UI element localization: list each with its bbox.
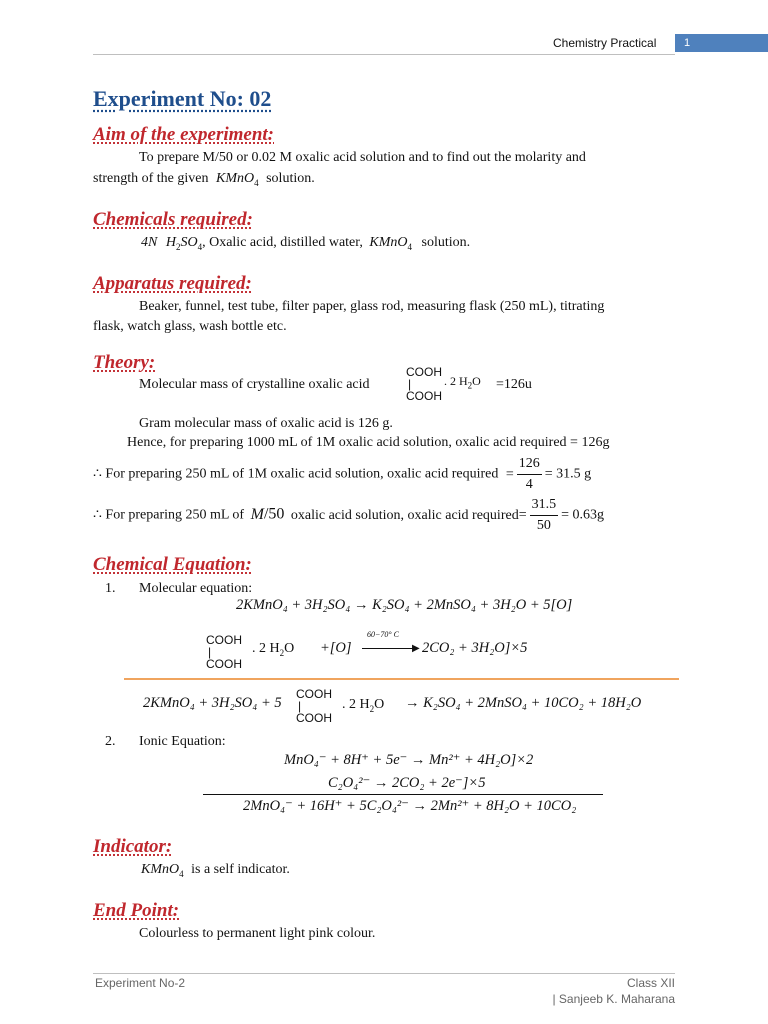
reaction-condition: 60−70° C <box>367 630 399 639</box>
net-equation-left: 2KMnO₄ + 3H₂SO₄ + 5 <box>143 695 282 711</box>
molecular-equation-label: Molecular equation: <box>139 581 253 596</box>
water-of-crystallisation: . 2 $H_2O$ <box>252 641 295 658</box>
apparatus-line-2: flask, watch glass, wash bottle etc. <box>93 319 287 334</box>
indicator-line: KMnO$_4$ is a self indicator. <box>141 862 290 879</box>
theory-heading: Theory: <box>93 352 156 373</box>
apparatus-line-1: Beaker, funnel, test tube, filter paper, glass rod, measuring flask (250 mL), titrating <box>139 299 605 314</box>
oxalic-oxidation-products: 2CO₂ + 3H₂O]×5 <box>422 640 528 656</box>
fraction-denominator: 4 <box>525 477 533 492</box>
oxygen-term: +[O] <box>320 640 352 656</box>
ionic-half-equation-1: MnO₄⁻ + 8H⁺ + 5e⁻ → Mn²⁺ + 4H₂O]×2 <box>284 752 534 768</box>
molecular-equation: 2KMnO₄ + 3H₂SO₄ → K₂SO₄ + 2MnSO₄ + 3H₂O + 5[O] <box>236 597 573 613</box>
footer-class: Class XII <box>626 976 675 990</box>
list-number-1: 1. <box>105 581 116 596</box>
aim-line-1: To prepare M/50 or 0.02 M oxalic acid solution and to find out the molarity and <box>139 150 586 165</box>
oxalic-acid-structure: COOH | COOH <box>296 687 332 725</box>
running-header-title: Chemistry Practical <box>553 36 657 50</box>
therefore-line-2: ∴ For preparing 250 mL of M/50 oxalic acid solution, oxalic acid required= $\frac{31.5}{50}$ = 0.63g <box>93 495 604 536</box>
apparatus-heading: Apparatus required: <box>93 273 252 294</box>
reaction-arrow-head: ▶ <box>412 643 420 654</box>
molecular-mass-value: =126u <box>496 377 532 392</box>
chemicals-middle: , Oxalic acid, distilled water, <box>202 235 363 250</box>
therefore-symbol: ∴ <box>93 466 102 482</box>
footer-rule <box>93 973 675 974</box>
chemicals-suffix: solution. <box>421 235 471 250</box>
result: = 31.5 g <box>544 466 592 482</box>
cooh-bottom: COOH <box>406 389 442 403</box>
page-number-badge <box>675 34 768 52</box>
kmno4-formula: KMnO <box>215 171 255 186</box>
molecular-mass-text: Molecular mass of crystalline oxalic acid <box>139 377 370 392</box>
net-equation-right: → K₂SO₄ + 2MnSO₄ + 10CO₂ + 18H₂O <box>405 695 642 711</box>
footer-left: Experiment No-2 <box>95 976 186 990</box>
cooh-top: COOH <box>406 365 442 379</box>
aim-line-2: strength of the given KMnO$_4$ solution. <box>93 171 315 188</box>
ionic-equation-label: Ionic Equation: <box>139 734 226 749</box>
hence-line: Hence, for preparing 1000 mL of 1M oxalic acid solution, oxalic acid required = 126g <box>127 435 610 450</box>
therefore-symbol: ∴ <box>93 507 102 523</box>
list-number-2: 2. <box>105 734 116 749</box>
header-rule <box>93 54 675 55</box>
footer-author: | Sanjeeb K. Maharana <box>552 992 675 1006</box>
fraction-numerator: 31.5 <box>530 495 559 516</box>
equation-divider <box>124 678 679 680</box>
indicator-heading: Indicator: <box>93 836 173 857</box>
therefore-line-1: ∴ For preparing 250 mL of 1M oxalic acid solution, oxalic acid required = $\frac{126}{4}$ = 31.5 g <box>93 454 591 495</box>
chemicals-line: 4N $H_2SO_4$, Oxalic acid, distilled water, KMnO$_4$ solution. <box>141 235 471 252</box>
kmno4-formula: KMnO <box>141 862 180 877</box>
aim-line-2-prefix: strength of the given <box>93 171 209 186</box>
normality: 4N <box>141 235 158 250</box>
gram-molecular-mass: Gram molecular mass of oxalic acid is 126 g. <box>139 416 393 431</box>
end-point-text: Colourless to permanent light pink colour. <box>139 926 376 941</box>
ionic-half-equation-2: C₂O₄²⁻ → 2CO₂ + 2e⁻]×5 <box>328 775 486 791</box>
result: = 0.63g <box>561 507 605 523</box>
page-number: 1 <box>684 37 691 49</box>
aim-heading: Aim of the experiment: <box>93 124 275 145</box>
oxalic-acid-structure: COOH | COOH <box>206 633 242 671</box>
reaction-arrow <box>362 648 416 649</box>
sulfuric-acid-so: SO <box>180 235 198 250</box>
ionic-net-equation: 2MnO₄⁻ + 16H⁺ + 5C₂O₄²⁻ → 2Mn²⁺ + 8H₂O + 10CO₂ <box>243 798 577 814</box>
sulfuric-acid-h: H <box>165 235 176 250</box>
fraction-denominator: 50 <box>536 518 551 533</box>
aim-line-2-suffix: solution. <box>266 171 315 186</box>
fraction-numerator: 126 <box>517 454 542 475</box>
water-of-crystallisation: . 2 $H_2O$ <box>444 374 481 391</box>
chemical-equation-heading: Chemical Equation: <box>93 554 252 575</box>
chemicals-heading: Chemicals required: <box>93 209 253 230</box>
kmno4-formula: KMnO <box>369 235 408 250</box>
oxalic-acid-structure: COOH | COOH <box>406 365 442 403</box>
ionic-sum-line <box>203 794 603 795</box>
water-of-crystallisation: . 2 $H_2O$ <box>342 697 385 714</box>
end-point-heading: End Point: <box>93 900 180 921</box>
experiment-title: Experiment No: 02 <box>93 86 272 111</box>
